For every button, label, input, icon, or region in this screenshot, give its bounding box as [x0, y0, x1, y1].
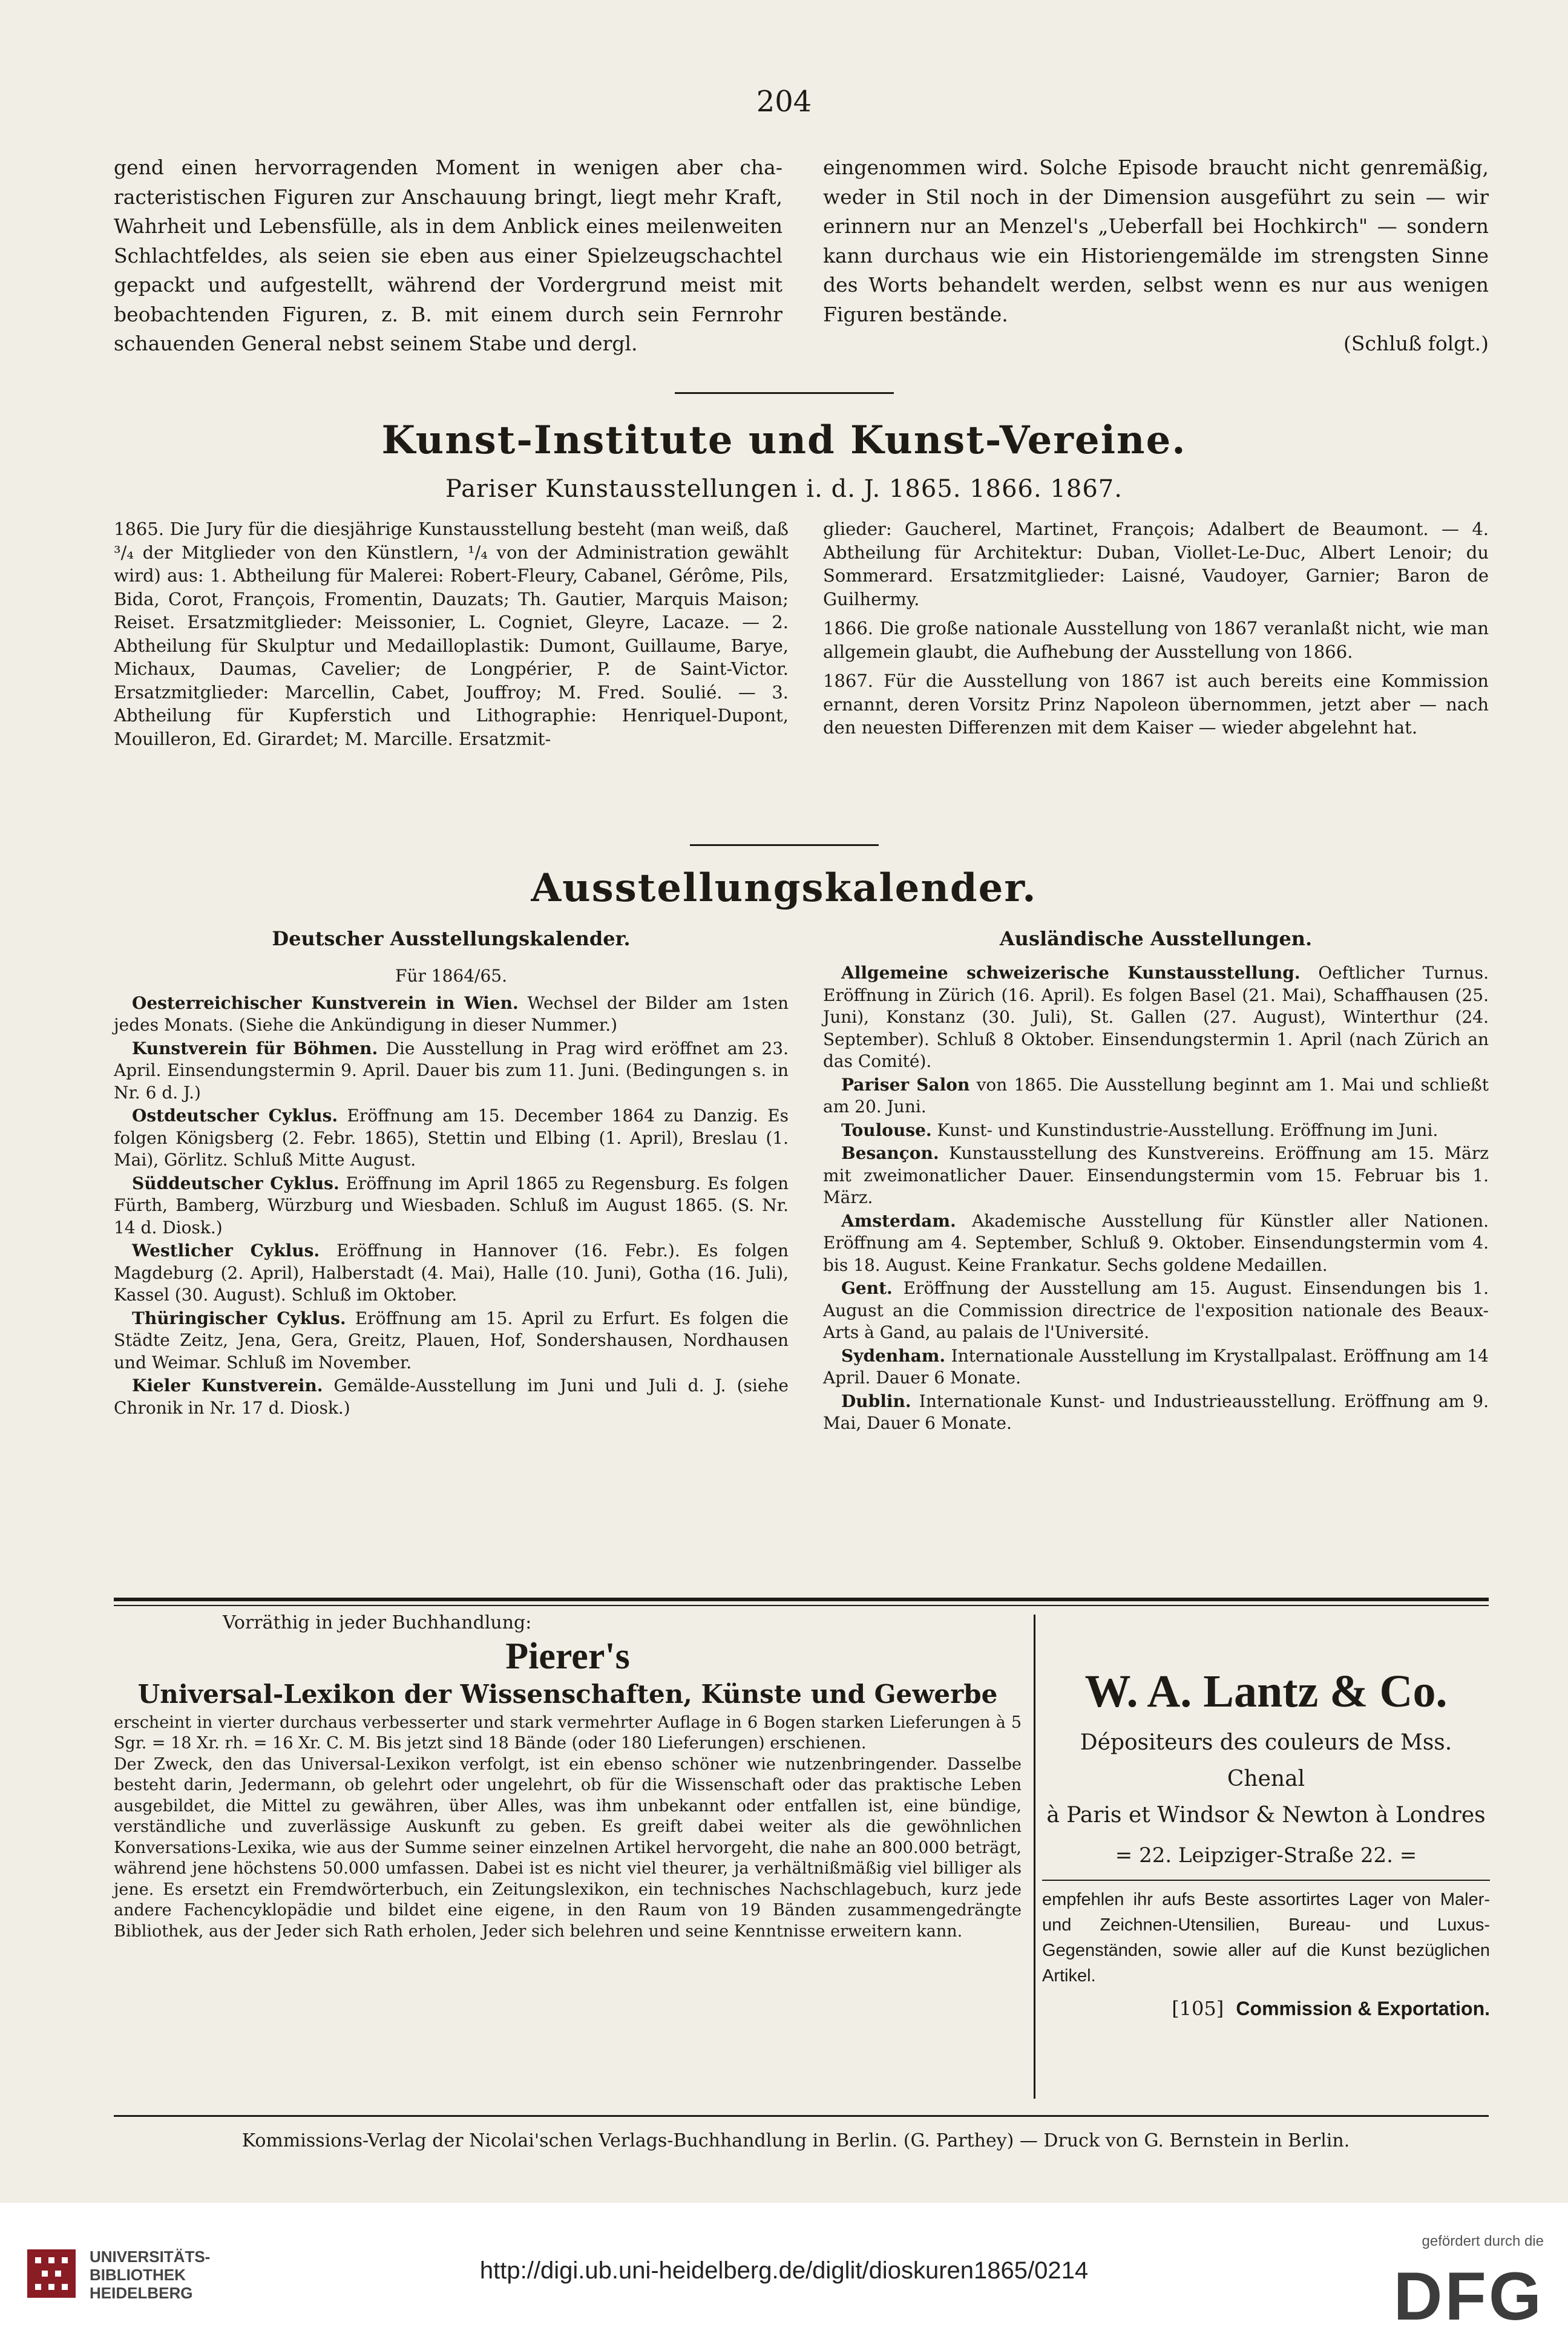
lantz-firm-name: W. A. Lantz & Co. — [1084, 1666, 1448, 1717]
exhibition-name: Sydenham. — [841, 1345, 946, 1366]
exhibition-details: von 1865. Die Ausstellung beginnt am 1. Mai und schließt am 20. Juni. — [823, 1074, 1489, 1117]
lantz-commission: Commission & Exportation. — [1236, 1998, 1490, 2019]
lantz-advertisement — [1042, 1664, 1490, 2020]
exhibition-details: Eröffnung in Hannover (16. Febr.). Es folgen Magdeburg (2. April), Halberstadt (4. Mai), Halle (10. Juni), Gotha (16. Juli), Kassel (30. August). Schluß im Oktober. — [114, 1241, 789, 1305]
publisher-footer: Kommissions-Verlag der Nicolai'schen Verlags-Buchhandlung in Berlin. (G. Parthey) — Druck von G. Bernstein in Berlin. — [241, 2130, 1350, 2151]
jury-paragraph: 1865. Die Jury für die diesjährige Kunstausstellung besteht (man weiß, daß ³/₄ der Mitglieder von den Künstlern, ¹/₄ von der Administration gewählt wird) aus: 1. Abtheilung für Malerei: Robert-Fleury, Cabanel, Gérôme, Pils, Bida, Corot, François, Fromentin, Dauzats; Th. Gautier, Marquis Maison; Reiset. Ersatzmitglieder: Meissonier, L. Cogniet, Gleyre, Lacaze. — 2. Abtheilung für Skulptur und Medailloplastik: Dumont, Guillaume, Barye, Michaux, Daumas, Cavelier; de Longpérier, P. de Saint-Victor. Ersatzmitglieder: Marcellin, Cabet, Jouffroy; M. Fred. Soulié. — 3. Abtheilung für Kupferstich und Lithographie: Henriquel-Dupont, Mouilleron, Ed. Girardet; M. Marcille. Ersatzmit- — [114, 519, 789, 749]
exhibition-entry — [823, 962, 1489, 1073]
source-url-link[interactable]: http://digi.ub.uni-heidelberg.de/diglit/dioskuren1865/0214 — [479, 2257, 1089, 2284]
exhibition-entry — [114, 1308, 789, 1374]
exhibition-details: Internationale Kunst- und Industrieausstellung. Eröffnung am 9. Mai, Dauer 6 Monate. — [823, 1391, 1489, 1433]
thin-rule — [114, 1605, 1489, 1606]
jury-continued: glieder: Gaucherel, Martinet, François; Adalbert de Beaumont. — 4. Abtheilung für Architektur: Duban, Viollet-Le-Duc, Albert Lenoir; du Sommerard. Ersatzmitglieder: Laisné, Vaudoyer, Garnier; Baron de Guilhermy. — [823, 519, 1489, 609]
section-title-kunst-institute: Kunst-Institute und Kunst-Vereine. — [381, 418, 1187, 463]
short-divider — [690, 844, 879, 846]
lantz-line1: Dépositeurs des couleurs de Mss. Chenal — [1080, 1730, 1452, 1791]
pierer-brand: Pierer's — [505, 1635, 630, 1677]
exhibition-entry — [823, 1074, 1489, 1118]
exhibition-name: Toulouse. — [841, 1120, 932, 1140]
exhibition-details: Die Ausstellung in Prag wird eröffnet am 23. April. Einsendungstermin 9. April. Dauer bis zum 11. Juni. (Bedingungen s. in Nr. 6 d. J.) — [114, 1038, 789, 1103]
institution-line: HEIDELBERG — [90, 2284, 193, 2302]
top-right-paragraph: eingenommen wird. Solche Episode braucht nicht genremäßig, weder in Stil noch in der Dimension ausgeführt zu sein — wir erinnern nur an Menzel's „Ueberfall bei Hochkirch" — sondern kann durchaus wie ein Historiengemälde im strengsten Sinne des Worts behandelt werden, selbst wenn es nur aus wenigen Figuren bestände. — [823, 156, 1489, 326]
exhibition-name: Westlicher Cyklus. — [132, 1241, 320, 1261]
exhibition-details: Eröffnung der Ausstellung am 15. August. Einsendungen bis 1. August an die Commission directrice de l'exposition nationale des Beaux-Arts à Gand, au palais de l'Université. — [823, 1278, 1489, 1342]
purpose-paragraph: Der Zweck, den das Universal-Lexikon verfolgt, ist ein ebenso schöner wie nutzenbringender. Dasselbe besteht darin, Jedermann, ob gelehrt oder ungelehrt, ob für die Wissenschaft oder das praktische Leben ausgebildet, die Mittel zu gewähren, über Alles, was ihm unbekannt oder entfallen ist, eine bündige, verständliche und zuverlässige Auskunft zu geben. Es greift dabei weiter als die gewöhnlichen Konversations-Lexika, wie aus der Summe seiner einzelnen Artikel hervorgeht, die nahe an 800.000 beträgt, während jene höchstens 50.000 umfassen. Dabei ist es nicht viel theurer, ja verhältnißmäßig viel billiger als jene. Es ersetzt ein Fremdwörterbuch, ein Zeitungslexikon, ein technisches Nachschlagebuch, kurz jede andere Fachencyklopädie und bildet eine eigene, in den Raum von 19 Bänden zusammengedrängte Bibliothek, aus der Jeder sich Rath erholen, Jeder sich belehren und seine Kenntnisse erweitern kann. — [114, 1754, 1022, 1941]
section-subtitle-paris: Pariser Kunstausstellungen i. d. J. 1865. 1866. 1867. — [445, 475, 1123, 503]
exhibition-details: Akademische Ausstellung für Künstler aller Nationen. Eröffnung am 4. September, Schluß 9. Oktober. Einsendungstermin vom 4. bis 18. August. Keine Frankatur. Sechs goldene Medaillen. — [823, 1210, 1489, 1275]
exhibition-details: Eröffnung am 15. April zu Erfurt. Es folgen die Städte Zeitz, Jena, Gera, Greitz, Plauen, Hof, Sondershausen, Nordhausen und Weimar. Schluß im November. — [114, 1308, 789, 1373]
ad-divider — [1034, 1615, 1035, 2099]
deutscher-kalender-heading: Deutscher Ausstellungskalender. — [272, 927, 631, 950]
s1-left-column — [114, 517, 789, 756]
german-exhibition-list — [114, 992, 789, 1420]
lexikon-title: Universal-Lexikon der Wissenschaften, Künste und Gewerbe — [137, 1679, 998, 1709]
exhibition-name: Oesterreichischer Kunstverein in Wien. — [132, 992, 519, 1013]
exhibition-entry — [823, 1210, 1489, 1277]
exhibition-details: Eröffnung am 15. December 1864 zu Danzig. Es folgen Königsberg (2. Febr. 1865), Stettin und Elbing (1. April), Breslau (1. Mai), Görlitz. Schluß Mitte August. — [114, 1106, 789, 1170]
exhibition-entry — [823, 1120, 1489, 1142]
exhibition-name: Amsterdam. — [841, 1210, 956, 1231]
paragraph-1867: 1867. Für die Ausstellung von 1867 ist auch bereits eine Kommission ernannt, deren Vorsitz Prinz Napoleon übernommen, jetzt aber — nach den neuesten Differenzen mit dem Kaiser — wieder abgelehnt hat. — [823, 671, 1489, 738]
availability-note: Vorräthig in jeder Buchhandlung: — [223, 1612, 532, 1633]
continued-note: (Schluß folgt.) — [1343, 332, 1489, 355]
institution-line: BIBLIOTHEK — [90, 2266, 186, 2284]
exhibition-name: Süddeutscher Cyklus. — [132, 1173, 340, 1193]
exhibition-entry — [823, 1345, 1489, 1389]
sponsor-label: gefördert durch die — [1422, 2233, 1544, 2249]
top-left-column — [114, 153, 782, 365]
pierer-advertisement — [114, 1613, 1022, 1942]
exhibition-details: Gemälde-Ausstellung im Juni und Juli d. J. (siehe Chronik in Nr. 17 d. Diosk.) — [114, 1376, 789, 1418]
exhibition-entry — [114, 1375, 789, 1419]
page-number: 204 — [756, 85, 812, 119]
exhibition-details: Kunst- und Kunstindustrie-Ausstellung. Eröffnung im Juni. — [931, 1120, 1438, 1140]
exhibition-entry — [114, 1240, 789, 1307]
paragraph-1866: 1866. Die große nationale Ausstellung von 1867 veranlaßt nicht, wie man allgemein glaubt, die Aufhebung der Ausstellung von 1866. — [823, 618, 1489, 662]
s1-right-column — [823, 517, 1489, 746]
lantz-rule — [1042, 1880, 1490, 1881]
top-left-paragraph: gend einen hervorragenden Moment in wenigen aber characteristischen Figuren zur Anschauung bringt, liegt mehr Kraft, Wahrheit und Lebensfülle, als in dem Anblick eines meilenweiten Schlachtfeldes, als seien sie eben aus einer Spielzeugschachtel gepackt und aufgestellt, während der Vordergrund meist mit beobachtenden Figuren, z. B. mit einem durch sein Fernrohr schauenden General nebst seinem Stabe und dergl. — [114, 156, 782, 355]
exhibition-name: Ostdeutscher Cyklus. — [132, 1106, 338, 1126]
exhibition-details: Wechsel der Bilder am 1sten jedes Monats. (Siehe die Ankündigung in dieser Nummer.) — [114, 992, 789, 1035]
heavy-rule — [114, 1598, 1489, 1601]
exhibition-name: Thüringischer Cyklus. — [132, 1308, 346, 1328]
exhibition-details: Internationale Ausstellung im Krystallpalast. Eröffnung am 14 April. Dauer 6 Monate. — [823, 1345, 1489, 1388]
exhibition-entry — [823, 1277, 1489, 1344]
lantz-ref: [105] — [1172, 1997, 1224, 2020]
lantz-description: empfehlen ihr aufs Beste assortirtes Lager von Maler- und Zeichnen-Utensilien, Bureau- und Luxus-Gegenständen, sowie aller auf die Kunst bezüglichen Artikel. — [1042, 1890, 1490, 1986]
exhibition-name: Kieler Kunstverein. — [132, 1376, 323, 1396]
exhibition-details: Eröffnung im April 1865 zu Regensburg. Es folgen Fürth, Bamberg, Würzburg und Wiesbaden. Schluß im August 1865. (S. Nr. 14 d. Diosk.) — [114, 1173, 789, 1238]
foreign-exhibition-list — [823, 962, 1489, 1435]
edition-paragraph: erscheint in vierter durchaus verbesserter und stark vermehrter Auflage in 6 Bogen starken Lieferungen à 5 Sgr. = 18 Xr. rh. = 16 Xr. C. M. Bis jetzt sind 18 Bände (oder 180 Lieferungen) erschienen. — [114, 1713, 1022, 1753]
exhibition-entry — [114, 1105, 789, 1172]
exhibition-name: Kunstverein für Böhmen. — [132, 1038, 378, 1058]
exhibition-entry — [114, 1173, 789, 1239]
top-right-column — [823, 153, 1489, 359]
footer-rule — [114, 2115, 1489, 2117]
auslaendische-heading: Ausländische Ausstellungen. — [999, 927, 1313, 950]
dfg-logo[interactable]: DFG — [1393, 2258, 1544, 2334]
s2-right-column — [823, 962, 1489, 1436]
lantz-line2: à Paris et Windsor & Newton à Londres — [1046, 1803, 1486, 1828]
exhibition-name: Besançon. — [841, 1143, 939, 1163]
exhibition-name: Gent. — [841, 1278, 893, 1298]
exhibition-entry — [114, 1038, 789, 1104]
exhibition-entry — [823, 1391, 1489, 1435]
section-title-ausstellungskalender: Ausstellungskalender. — [531, 865, 1037, 911]
kalender-year: Für 1864/65. — [395, 966, 507, 986]
institution-line: UNIVERSITÄTS- — [90, 2248, 211, 2266]
exhibition-details: Oeftlicher Turnus. Eröffnung in Zürich (16. April). Es folgen Basel (21. Mai), Schaffhausen (25. Juni), Konstanz (30. Juli), St. Gallen (27. August), Winterthur (24. September). Schluß 8 Oktober. Einsendungstermin 1. April (nach Zürich an das Comité). — [823, 963, 1489, 1071]
exhibition-entry — [823, 1143, 1489, 1209]
exhibition-name: Allgemeine schweizerische Kunstausstellung. — [841, 963, 1301, 983]
short-divider — [675, 392, 894, 394]
lantz-address: = 22. Leipziger-Straße 22. = — [1115, 1843, 1417, 1868]
exhibition-details: Kunstausstellung des Kunstvereins. Eröffnung am 15. März mit zweimonatlicher Dauer. Einsendungstermin vom 15. Februar bis 1. März. — [823, 1143, 1489, 1207]
exhibition-name: Pariser Salon — [841, 1074, 970, 1095]
s2-left-column — [114, 965, 789, 1420]
exhibition-entry — [114, 992, 789, 1037]
exhibition-name: Dublin. — [841, 1391, 911, 1411]
